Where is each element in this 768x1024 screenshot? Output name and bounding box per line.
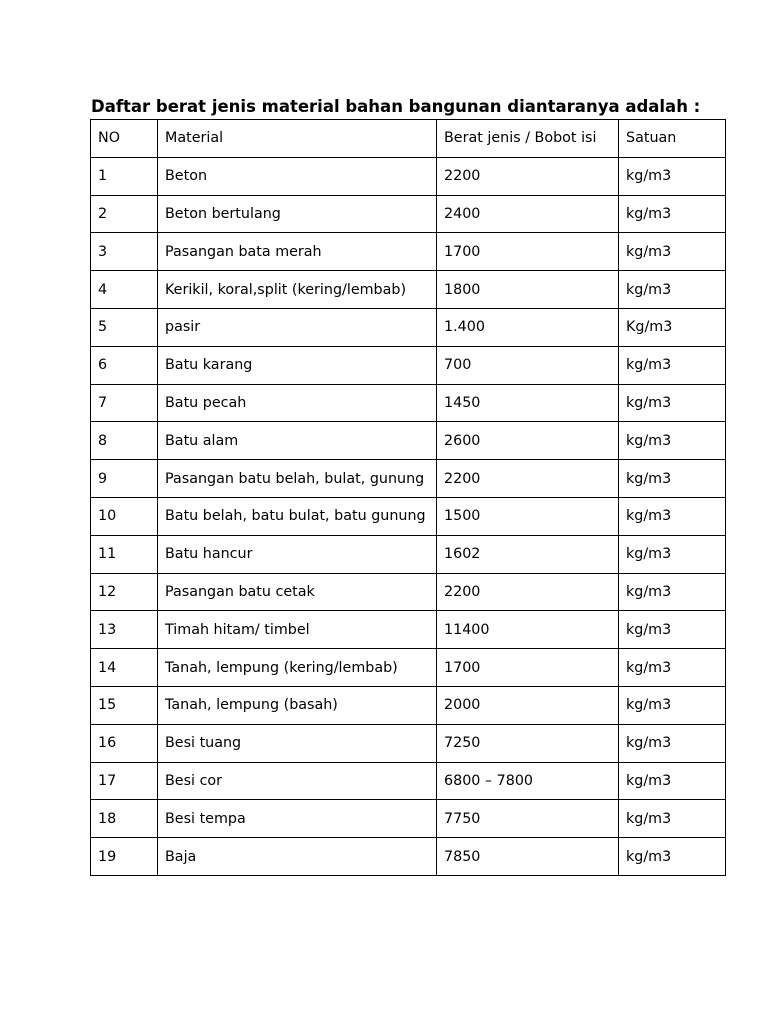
cell-satuan: kg/m3 xyxy=(619,460,726,498)
cell-no: 11 xyxy=(91,535,158,573)
cell-material: Kerikil, koral,split (kering/lembab) xyxy=(158,271,437,309)
cell-no: 10 xyxy=(91,497,158,535)
table-row xyxy=(91,649,726,687)
header-cell-no: NO xyxy=(91,120,158,158)
cell-material: pasir xyxy=(158,308,437,346)
cell-berat-jenis: 2200 xyxy=(437,573,619,611)
cell-no: 13 xyxy=(91,611,158,649)
cell-berat-jenis: 2400 xyxy=(437,195,619,233)
materials-table xyxy=(90,119,726,876)
table-row xyxy=(91,233,726,271)
cell-satuan: kg/m3 xyxy=(619,649,726,687)
table-row xyxy=(91,157,726,195)
cell-material: Besi cor xyxy=(158,762,437,800)
cell-berat-jenis: 2200 xyxy=(437,157,619,195)
cell-no: 15 xyxy=(91,686,158,724)
cell-satuan: kg/m3 xyxy=(619,535,726,573)
cell-no: 16 xyxy=(91,724,158,762)
cell-berat-jenis: 1500 xyxy=(437,497,619,535)
cell-no: 4 xyxy=(91,271,158,309)
table-row xyxy=(91,346,726,384)
cell-satuan: kg/m3 xyxy=(619,422,726,460)
table-row xyxy=(91,422,726,460)
cell-berat-jenis: 1450 xyxy=(437,384,619,422)
cell-material: Tanah, lempung (basah) xyxy=(158,686,437,724)
cell-no: 12 xyxy=(91,573,158,611)
cell-satuan: kg/m3 xyxy=(619,611,726,649)
table-row xyxy=(91,611,726,649)
header-cell-material: Material xyxy=(158,120,437,158)
cell-satuan: kg/m3 xyxy=(619,800,726,838)
cell-no: 3 xyxy=(91,233,158,271)
cell-material: Batu belah, batu bulat, batu gunung xyxy=(158,497,437,535)
table-row xyxy=(91,535,726,573)
cell-satuan: kg/m3 xyxy=(619,724,726,762)
cell-material: Tanah, lempung (kering/lembab) xyxy=(158,649,437,687)
cell-material: Beton bertulang xyxy=(158,195,437,233)
cell-berat-jenis: 2600 xyxy=(437,422,619,460)
page-title: Daftar berat jenis material bahan bangunan diantaranya adalah : xyxy=(91,97,701,116)
cell-no: 8 xyxy=(91,422,158,460)
cell-berat-jenis: 7250 xyxy=(437,724,619,762)
table-row xyxy=(91,686,726,724)
table-row xyxy=(91,762,726,800)
cell-no: 9 xyxy=(91,460,158,498)
cell-satuan: kg/m3 xyxy=(619,573,726,611)
cell-material: Besi tuang xyxy=(158,724,437,762)
cell-material: Beton xyxy=(158,157,437,195)
cell-berat-jenis: 2200 xyxy=(437,460,619,498)
table-row xyxy=(91,308,726,346)
cell-berat-jenis: 7850 xyxy=(437,838,619,876)
table-row xyxy=(91,460,726,498)
cell-satuan: kg/m3 xyxy=(619,195,726,233)
cell-material: Baja xyxy=(158,838,437,876)
cell-no: 18 xyxy=(91,800,158,838)
table-row xyxy=(91,838,726,876)
cell-berat-jenis: 1700 xyxy=(437,233,619,271)
cell-material: Batu karang xyxy=(158,346,437,384)
cell-satuan: kg/m3 xyxy=(619,686,726,724)
table-row xyxy=(91,573,726,611)
cell-berat-jenis: 11400 xyxy=(437,611,619,649)
cell-berat-jenis: 1602 xyxy=(437,535,619,573)
cell-no: 14 xyxy=(91,649,158,687)
cell-berat-jenis: 6800 – 7800 xyxy=(437,762,619,800)
cell-satuan: kg/m3 xyxy=(619,838,726,876)
cell-no: 7 xyxy=(91,384,158,422)
header-cell-satuan: Satuan xyxy=(619,120,726,158)
header-cell-berat-jenis: Berat jenis / Bobot isi xyxy=(437,120,619,158)
cell-berat-jenis: 1700 xyxy=(437,649,619,687)
cell-berat-jenis: 1800 xyxy=(437,271,619,309)
cell-berat-jenis: 7750 xyxy=(437,800,619,838)
table-body xyxy=(91,120,726,876)
cell-satuan: kg/m3 xyxy=(619,384,726,422)
cell-no: 6 xyxy=(91,346,158,384)
table-row xyxy=(91,724,726,762)
cell-no: 19 xyxy=(91,838,158,876)
cell-berat-jenis: 1.400 xyxy=(437,308,619,346)
cell-material: Pasangan batu cetak xyxy=(158,573,437,611)
cell-material: Batu pecah xyxy=(158,384,437,422)
cell-berat-jenis: 2000 xyxy=(437,686,619,724)
cell-berat-jenis: 700 xyxy=(437,346,619,384)
cell-no: 5 xyxy=(91,308,158,346)
table-row xyxy=(91,384,726,422)
cell-material: Batu hancur xyxy=(158,535,437,573)
cell-material: Pasangan bata merah xyxy=(158,233,437,271)
table-row xyxy=(91,195,726,233)
cell-material: Besi tempa xyxy=(158,800,437,838)
table-header-row xyxy=(91,120,726,158)
cell-satuan: kg/m3 xyxy=(619,346,726,384)
cell-satuan: kg/m3 xyxy=(619,762,726,800)
cell-satuan: kg/m3 xyxy=(619,271,726,309)
cell-no: 1 xyxy=(91,157,158,195)
table-row xyxy=(91,497,726,535)
table-row xyxy=(91,800,726,838)
cell-no: 17 xyxy=(91,762,158,800)
cell-satuan: kg/m3 xyxy=(619,497,726,535)
cell-material: Pasangan batu belah, bulat, gunung xyxy=(158,460,437,498)
cell-satuan: kg/m3 xyxy=(619,157,726,195)
cell-material: Batu alam xyxy=(158,422,437,460)
table-row xyxy=(91,271,726,309)
cell-satuan: kg/m3 xyxy=(619,233,726,271)
cell-satuan: Kg/m3 xyxy=(619,308,726,346)
cell-no: 2 xyxy=(91,195,158,233)
cell-material: Timah hitam/ timbel xyxy=(158,611,437,649)
